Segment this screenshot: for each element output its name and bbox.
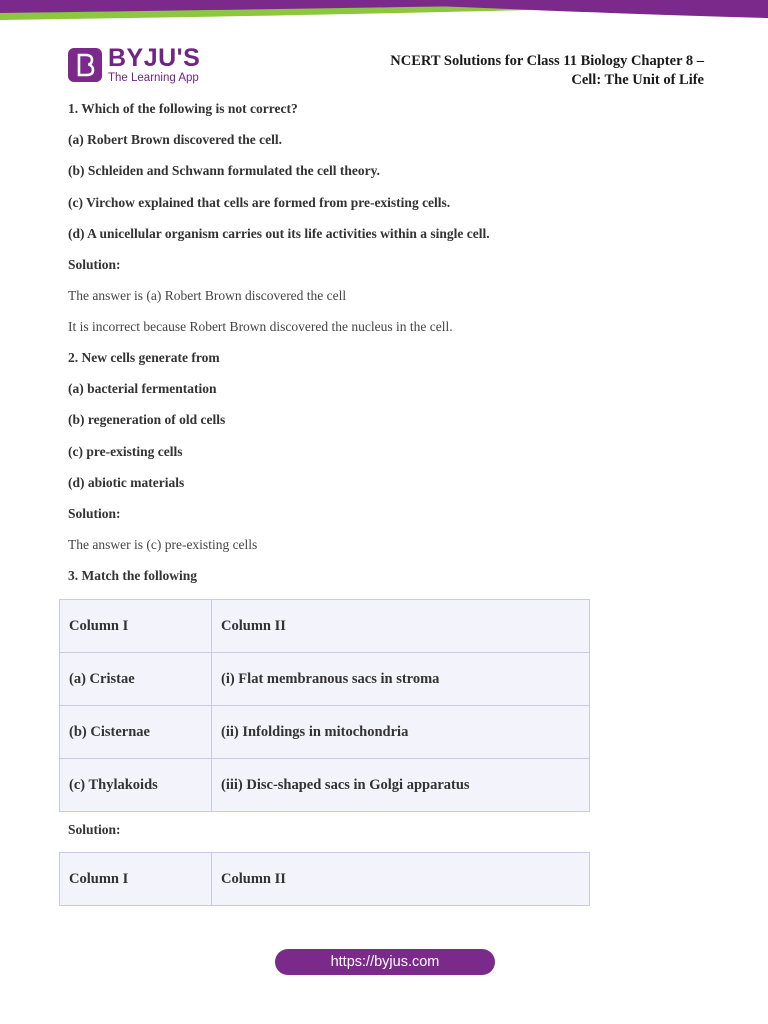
q1-option-d: (d) A unicellular organism carries out its life activities within a single cell.	[68, 226, 490, 241]
table-row	[60, 759, 590, 812]
q2-option-c: (c) pre-existing cells	[68, 444, 183, 459]
table-cell: (iii) Disc-shaped sacs in Golgi apparatus	[212, 759, 590, 812]
logo-tagline: The Learning App	[108, 72, 199, 84]
header-color-band	[0, 0, 768, 30]
document-title-line2: Cell: The Unit of Life	[571, 72, 704, 88]
table-header-cell: Column II	[212, 600, 590, 653]
table-cell: (ii) Infoldings in mitochondria	[212, 706, 590, 759]
q1-option-a: (a) Robert Brown discovered the cell.	[68, 132, 282, 147]
q3-solution-label: Solution:	[68, 822, 121, 837]
q1-explanation: It is incorrect because Robert Brown discovered the nucleus in the cell.	[68, 319, 453, 334]
q2-solution-label: Solution:	[68, 506, 121, 521]
question-2: 2. New cells generate from	[68, 350, 220, 365]
question-3: 3. Match the following	[68, 568, 197, 583]
q2-option-b: (b) regeneration of old cells	[68, 412, 226, 427]
match-table	[59, 599, 590, 812]
logo-badge-icon	[68, 48, 102, 82]
table-header-cell: Column II	[212, 853, 590, 906]
table-header-cell: Column I	[60, 853, 212, 906]
q2-option-d: (d) abiotic materials	[68, 475, 185, 490]
table-cell: (c) Thylakoids	[60, 759, 212, 812]
table-cell: (a) Cristae	[60, 653, 212, 706]
solution-table	[59, 852, 590, 906]
document-title	[390, 52, 704, 90]
logo-name: BYJU'S	[108, 44, 201, 72]
table-row	[60, 706, 590, 759]
table-cell: (b) Cisternae	[60, 706, 212, 759]
q1-solution-label: Solution:	[68, 257, 121, 272]
table-row	[60, 653, 590, 706]
byjus-logo	[68, 46, 200, 85]
document-title-line1: NCERT Solutions for Class 11 Biology Chapter 8 –	[390, 53, 704, 69]
footer-url-link[interactable]: https://byjus.com	[275, 949, 495, 975]
q2-answer: The answer is (c) pre-existing cells	[68, 537, 258, 552]
question-1: 1. Which of the following is not correct?	[68, 101, 298, 116]
table-header-row	[60, 853, 590, 906]
q1-option-c: (c) Virchow explained that cells are formed from pre-existing cells.	[68, 195, 451, 210]
table-header-row	[60, 600, 590, 653]
table-cell: (i) Flat membranous sacs in stroma	[212, 653, 590, 706]
table-header-cell: Column I	[60, 600, 212, 653]
q1-answer: The answer is (a) Robert Brown discovered the cell	[68, 288, 347, 303]
q1-option-b: (b) Schleiden and Schwann formulated the cell theory.	[68, 163, 381, 178]
q2-option-a: (a) bacterial fermentation	[68, 381, 217, 396]
